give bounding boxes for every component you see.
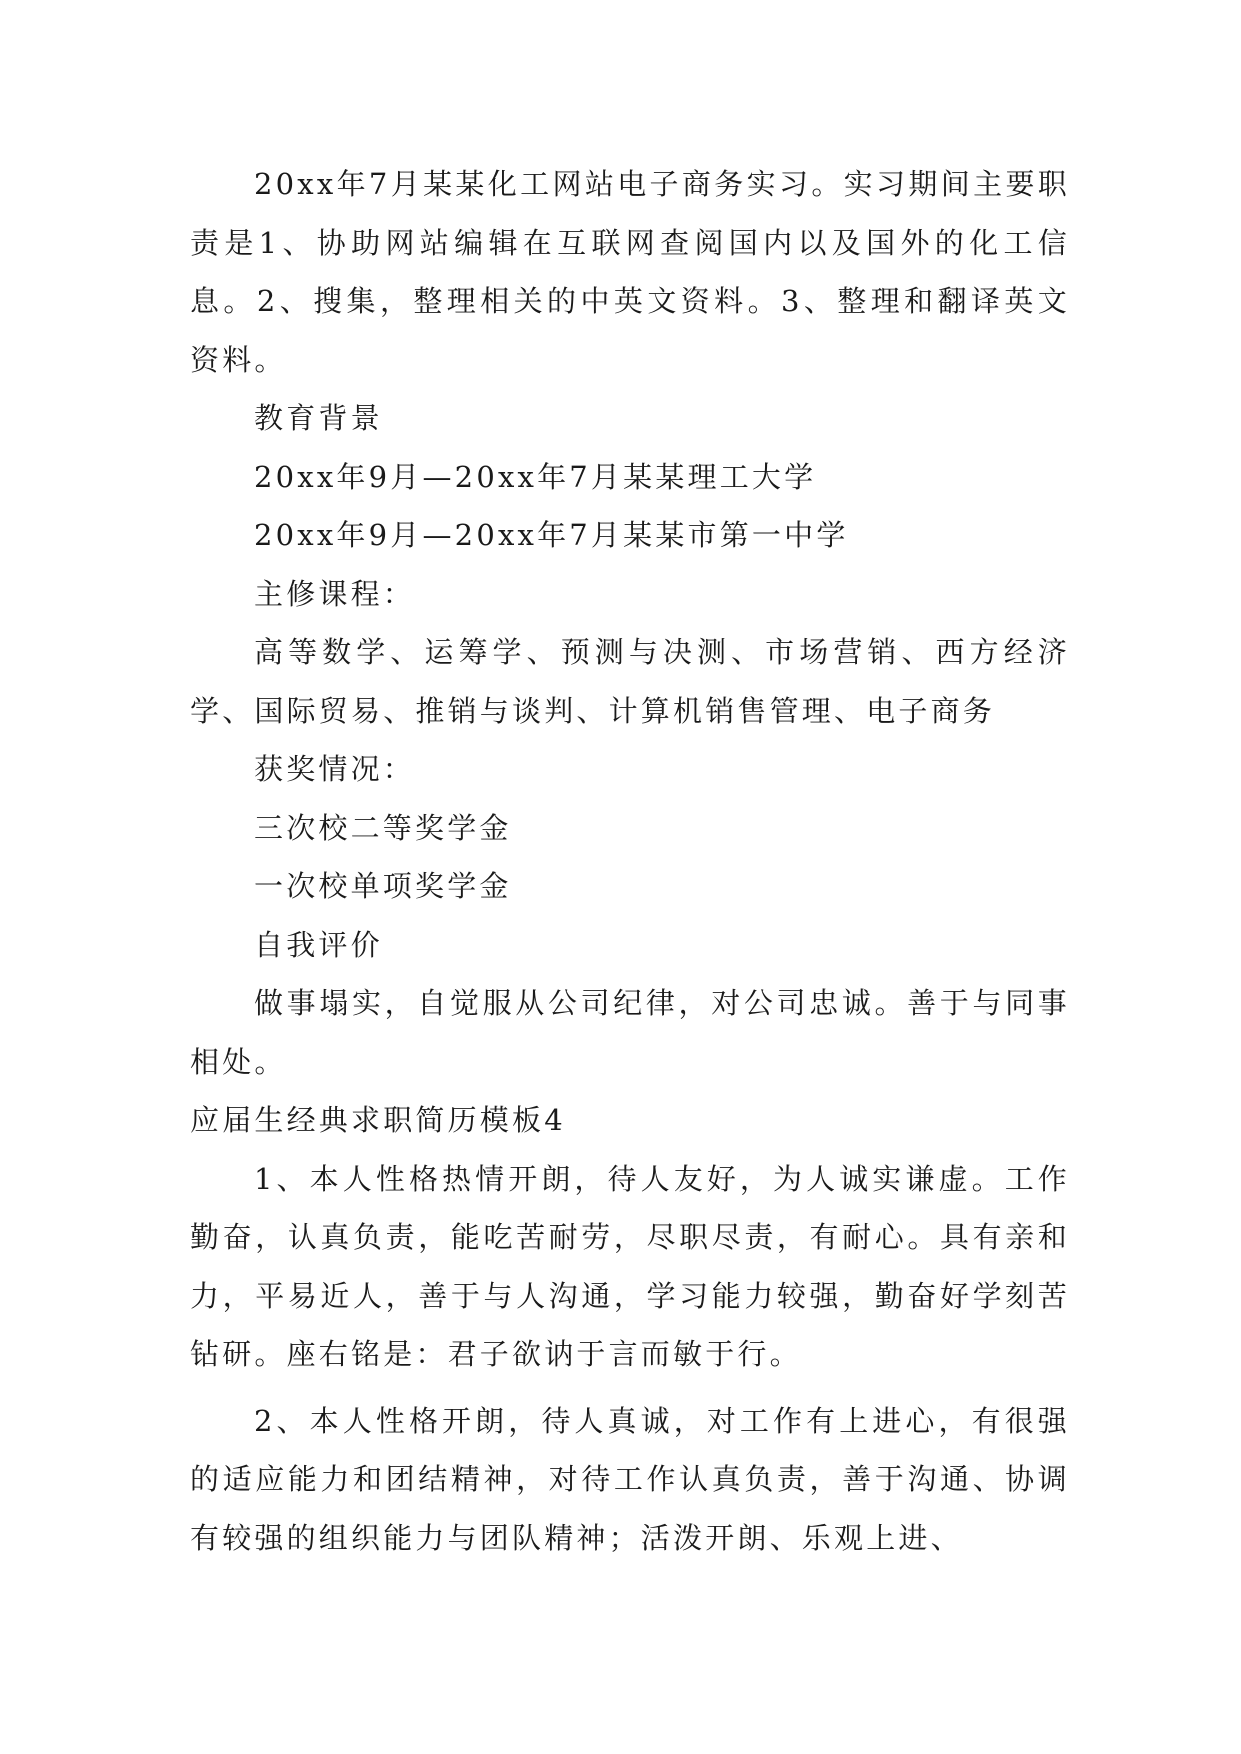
education-entry-university: 20xx年9月—20xx年7月某某理工大学 [254, 459, 817, 494]
award-item-1: 三次校二等奖学金 [254, 810, 512, 845]
internship-paragraph: 20xx年7月某某化工网站电子商务实习。实习期间主要职责是1、协助网站编辑在互联网查阅国内以及国外的化工信息。2、搜集，整理相关的中英文资料。3、整理和翻译英文资料。 [190, 167, 1070, 377]
numbered-item-1: 1、本人性格热情开朗，待人友好，为人诚实谦虚。工作勤奋，认真负责，能吃苦耐劳，尽职尽责，有耐心。具有亲和力，平易近人，善于与人沟通，学习能力较强，勤奋好学刻苦钻研。座右铭是：君子欲讷于言而敏于行。 [190, 1161, 1070, 1371]
template-title: 应届生经典求职简历模板4 [190, 1103, 566, 1137]
self-evaluation-text: 做事塌实，自觉服从公司纪律，对公司忠诚。善于与同事相处。 [190, 986, 1070, 1079]
self-evaluation-heading: 自我评价 [254, 927, 383, 962]
numbered-item-2: 2、本人性格开朗，待人真诚，对工作有上进心，有很强的适应能力和团结精神，对待工作认真负责，善于沟通、协调有较强的组织能力与团队精神；活泼开朗、乐观上进、 [190, 1403, 1070, 1555]
paragraph-gap [190, 1384, 1070, 1392]
education-heading: 教育背景 [254, 401, 383, 435]
courses-heading: 主修课程： [254, 576, 416, 611]
awards-heading: 获奖情况： [254, 752, 416, 786]
courses-list: 高等数学、运筹学、预测与决测、市场营销、西方经济学、国际贸易、推销与谈判、计算机销售管理、电子商务 [190, 635, 1070, 728]
document-page [190, 155, 1070, 1567]
education-entry-highschool: 20xx年9月—20xx年7月某某市第一中学 [254, 518, 849, 552]
award-item-2: 一次校单项奖学金 [254, 869, 512, 903]
